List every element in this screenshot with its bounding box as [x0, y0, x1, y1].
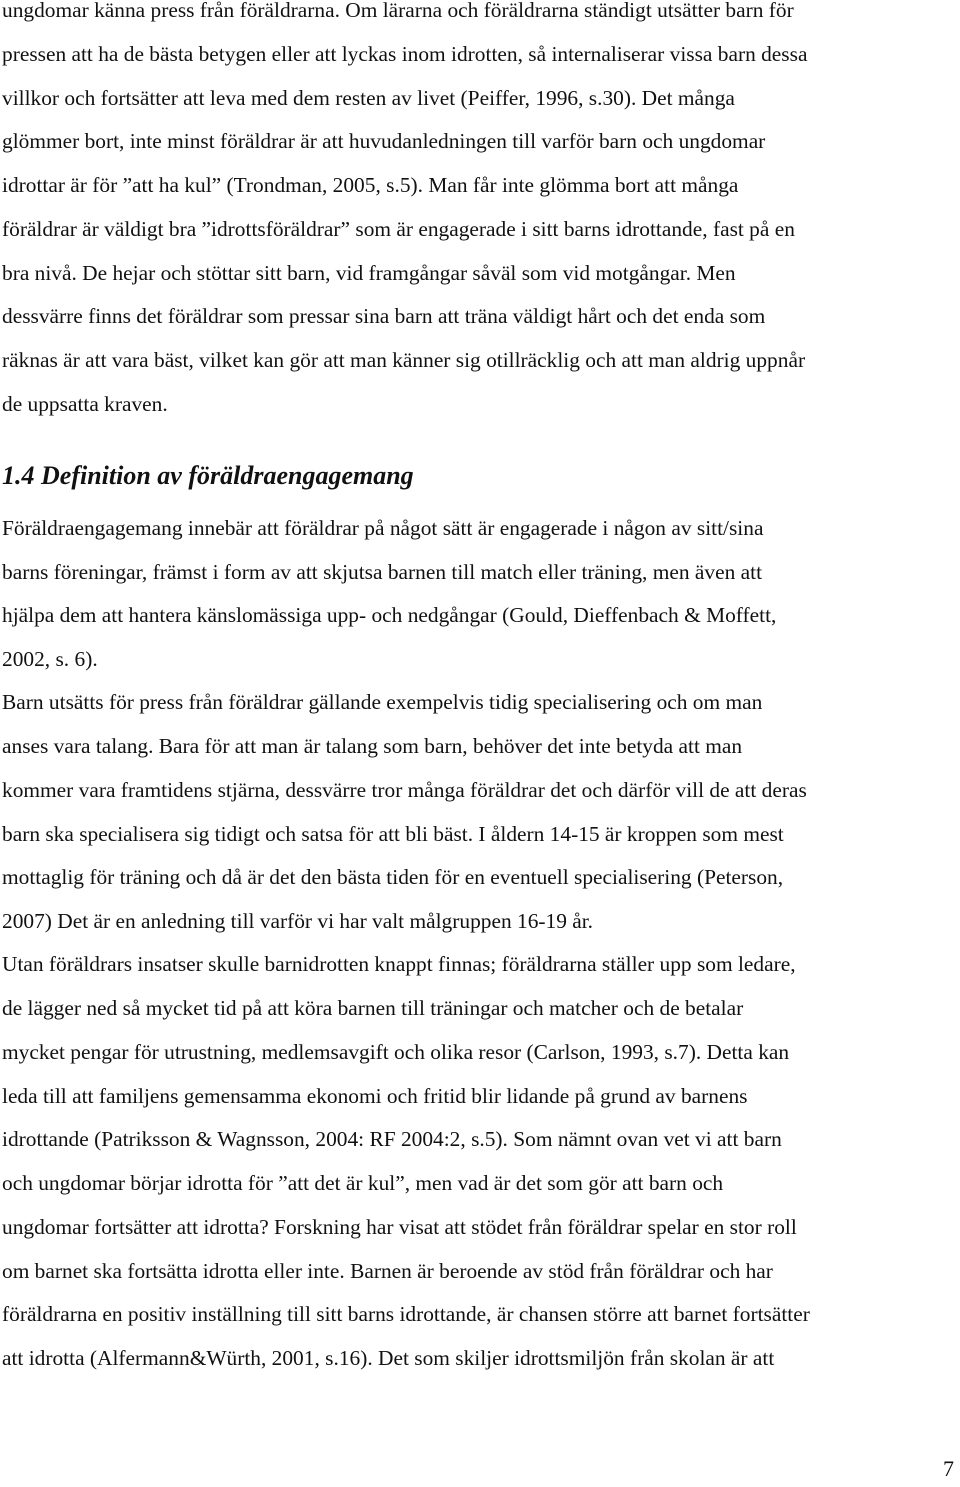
body-text-line: mottaglig för träning och då är det den bästa tiden för en eventuell specialisering (Peterson,: [2, 865, 784, 889]
body-text-line: räknas är att vara bäst, vilket kan gör att man känner sig otillräcklig och att man aldrig uppnår: [2, 348, 806, 372]
body-text-line: glömmer bort, inte minst föräldrar är att huvudanledningen till varför barn och ungdomar: [2, 129, 766, 153]
body-text-line: Föräldraengagemang innebär att föräldrar på något sätt är engagerade i någon av sitt/sina: [2, 516, 764, 540]
body-text-line: föräldrar är väldigt bra ”idrottsföräldrar” som är engagerade i sitt barns idrottande, fast på en: [2, 217, 795, 241]
section-heading: 1.4 Definition av föräldraengagemang: [2, 461, 414, 490]
body-text-line: villkor och fortsätter att leva med dem resten av livet (Peiffer, 1996, s.30). Det många: [2, 86, 735, 110]
body-text-line: om barnet ska fortsätta idrotta eller inte. Barnen är beroende av stöd från föräldrar och har: [2, 1259, 773, 1283]
body-text-line: idrottande (Patriksson & Wagnsson, 2004: RF 2004:2, s.5). Som nämnt ovan vet vi att barn: [2, 1127, 782, 1151]
body-text-line: mycket pengar för utrustning, medlemsavgift och olika resor (Carlson, 1993, s.7). Detta kan: [2, 1040, 790, 1064]
body-text-line: hjälpa dem att hantera känslomässiga upp- och nedgångar (Gould, Dieffenbach & Moffett,: [2, 603, 777, 627]
body-text-line: idrottar är för ”att ha kul” (Trondman, 2005, s.5). Man får inte glömma bort att många: [2, 173, 739, 197]
body-text-line: barns föreningar, främst i form av att skjutsa barnen till match eller träning, men även att: [2, 560, 763, 584]
body-text-line: pressen att ha de bästa betygen eller att lyckas inom idrotten, så internaliserar vissa barn dessa: [2, 42, 808, 66]
body-text-line: att idrotta (Alfermann&Würth, 2001, s.16). Det som skiljer idrottsmiljön från skolan är att: [2, 1346, 775, 1370]
page-number: 7: [943, 1456, 954, 1481]
body-text-line: dessvärre finns det föräldrar som pressar sina barn att träna väldigt hårt och det enda som: [2, 304, 766, 328]
body-text-line: ungdomar känna press från föräldrarna. Om lärarna och föräldrarna ständigt utsätter barn för: [2, 0, 794, 22]
body-text-line: barn ska specialisera sig tidigt och satsa för att bli bäst. I åldern 14-15 är kroppen som mest: [2, 822, 784, 846]
body-text-line: kommer vara framtidens stjärna, dessvärre tror många föräldrar det och därför vill de att deras: [2, 778, 807, 802]
body-text-line: de uppsatta kraven.: [2, 392, 168, 416]
body-text-line: de lägger ned så mycket tid på att köra barnen till träningar och matcher och de betalar: [2, 996, 744, 1020]
body-text-line: 2007) Det är en anledning till varför vi har valt målgruppen 16-19 år.: [2, 909, 594, 933]
body-text-line: Utan föräldrars insatser skulle barnidrotten knappt finnas; föräldrarna ställer upp som ledare,: [2, 952, 796, 976]
body-text-line: och ungdomar börjar idrotta för ”att det är kul”, men vad är det som gör att barn och: [2, 1171, 724, 1195]
body-text-line: ungdomar fortsätter att idrotta? Forskning har visat att stödet från föräldrar spelar en stor roll: [2, 1215, 797, 1239]
body-text-line: leda till att familjens gemensamma ekonomi och fritid blir lidande på grund av barnens: [2, 1084, 748, 1108]
body-text-line: anses vara talang. Bara för att man är talang som barn, behöver det inte betyda att man: [2, 734, 743, 758]
body-text-line: 2002, s. 6).: [2, 647, 98, 671]
body-text-line: Barn utsätts för press från föräldrar gällande exempelvis tidig specialisering och om man: [2, 690, 763, 714]
body-text-line: bra nivå. De hejar och stöttar sitt barn, vid framgångar såväl som vid motgångar. Men: [2, 261, 736, 285]
body-text-line: föräldrarna en positiv inställning till sitt barns idrottande, är chansen större att barnet fortsätter: [2, 1302, 810, 1326]
